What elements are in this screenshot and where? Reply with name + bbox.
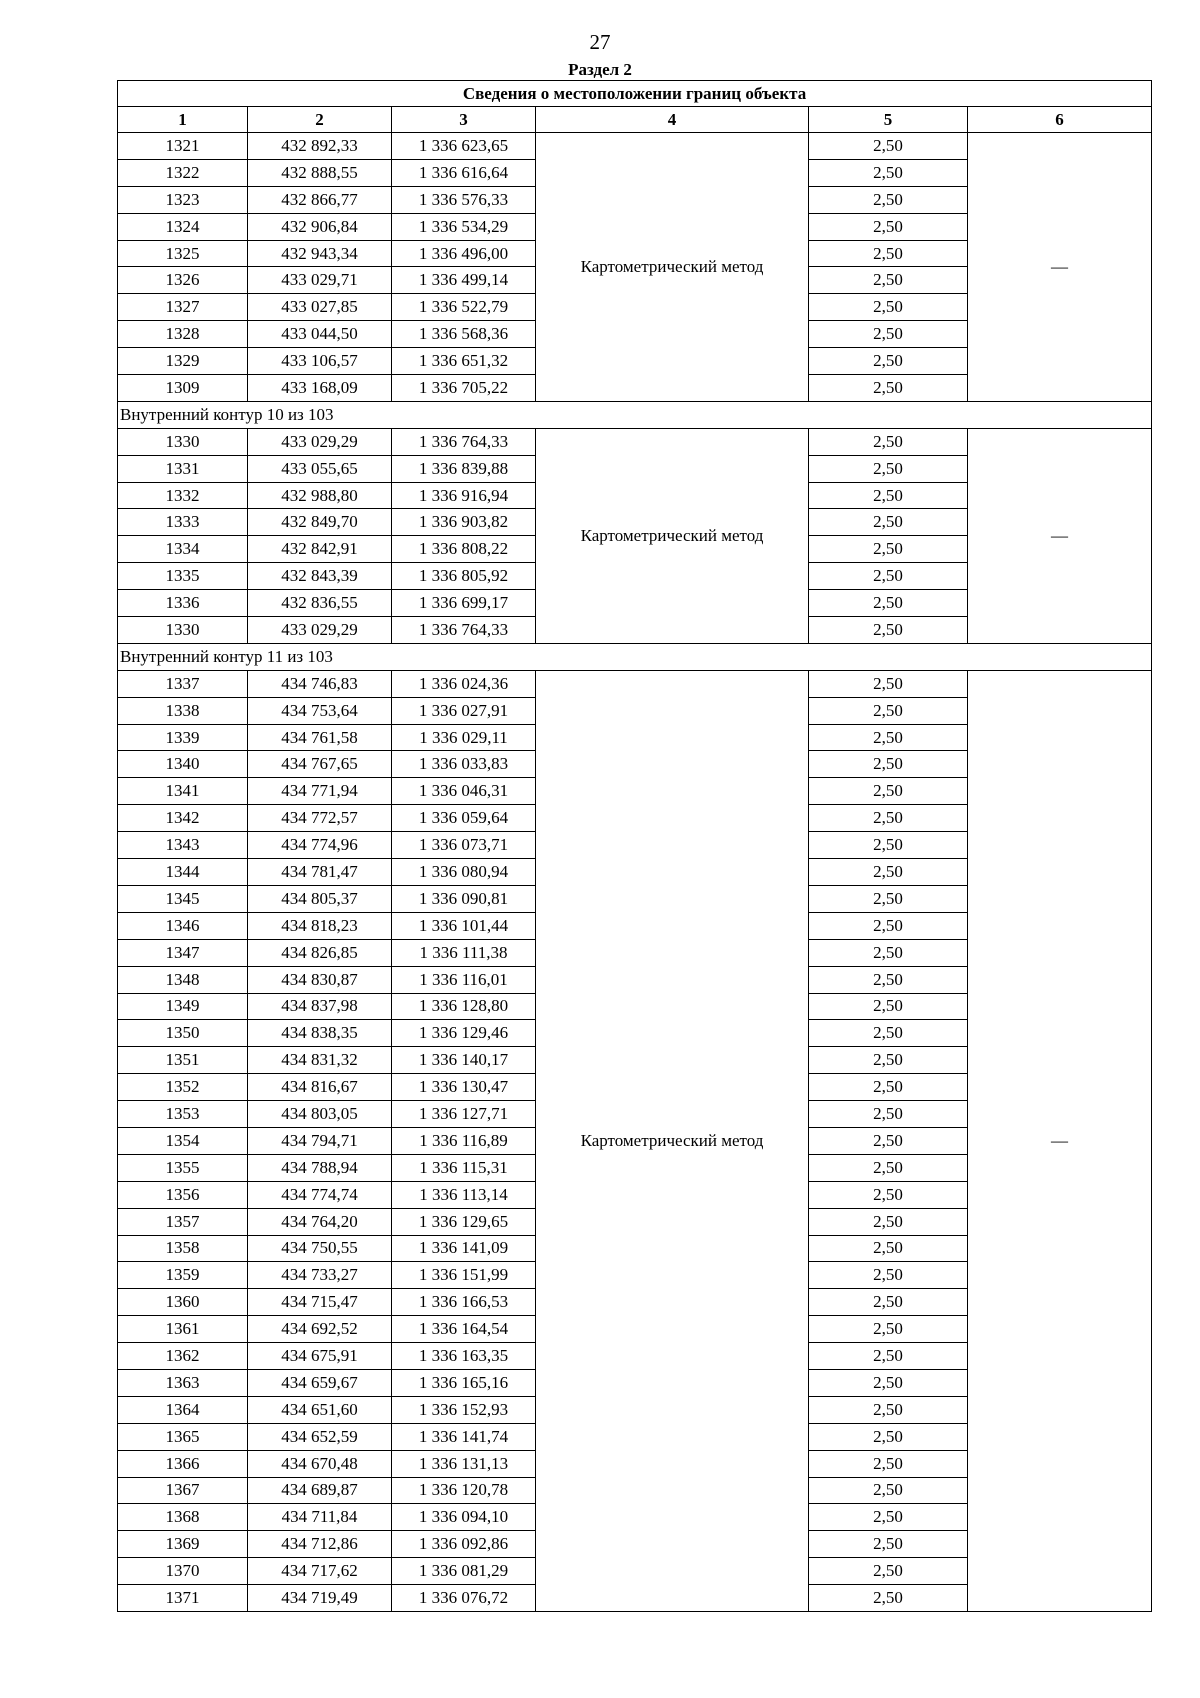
point-number-cell: 1332 <box>118 482 248 509</box>
accuracy-cell: 2,50 <box>809 240 968 267</box>
accuracy-cell: 2,50 <box>809 455 968 482</box>
y-coordinate-cell: 1 336 111,38 <box>392 939 536 966</box>
accuracy-cell: 2,50 <box>809 993 968 1020</box>
point-number-cell: 1333 <box>118 509 248 536</box>
x-coordinate-cell: 433 029,29 <box>248 428 392 455</box>
x-coordinate-cell: 433 044,50 <box>248 321 392 348</box>
note-cell: — <box>968 670 1152 1611</box>
point-number-cell: 1341 <box>118 778 248 805</box>
point-number-cell: 1343 <box>118 832 248 859</box>
point-number-cell: 1368 <box>118 1504 248 1531</box>
point-number-cell: 1340 <box>118 751 248 778</box>
y-coordinate-cell: 1 336 113,14 <box>392 1181 536 1208</box>
point-number-cell: 1309 <box>118 375 248 402</box>
x-coordinate-cell: 434 774,74 <box>248 1181 392 1208</box>
x-coordinate-cell: 434 774,96 <box>248 832 392 859</box>
y-coordinate-cell: 1 336 127,71 <box>392 1101 536 1128</box>
x-coordinate-cell: 434 830,87 <box>248 966 392 993</box>
accuracy-cell: 2,50 <box>809 1101 968 1128</box>
note-cell: — <box>968 428 1152 643</box>
table-row <box>118 670 1152 697</box>
point-number-cell: 1367 <box>118 1477 248 1504</box>
y-coordinate-cell: 1 336 764,33 <box>392 617 536 644</box>
y-coordinate-cell: 1 336 094,10 <box>392 1504 536 1531</box>
x-coordinate-cell: 433 055,65 <box>248 455 392 482</box>
x-coordinate-cell: 433 029,71 <box>248 267 392 294</box>
y-coordinate-cell: 1 336 131,13 <box>392 1450 536 1477</box>
point-number-cell: 1355 <box>118 1154 248 1181</box>
y-coordinate-cell: 1 336 152,93 <box>392 1396 536 1423</box>
x-coordinate-cell: 434 719,49 <box>248 1585 392 1612</box>
y-coordinate-cell: 1 336 073,71 <box>392 832 536 859</box>
y-coordinate-cell: 1 336 705,22 <box>392 375 536 402</box>
accuracy-cell: 2,50 <box>809 859 968 886</box>
y-coordinate-cell: 1 336 166,53 <box>392 1289 536 1316</box>
point-number-cell: 1339 <box>118 724 248 751</box>
y-coordinate-cell: 1 336 130,47 <box>392 1074 536 1101</box>
point-number-cell: 1357 <box>118 1208 248 1235</box>
accuracy-cell: 2,50 <box>809 428 968 455</box>
y-coordinate-cell: 1 336 534,29 <box>392 213 536 240</box>
accuracy-cell: 2,50 <box>809 617 968 644</box>
accuracy-cell: 2,50 <box>809 1396 968 1423</box>
y-coordinate-cell: 1 336 151,99 <box>392 1262 536 1289</box>
point-number-cell: 1323 <box>118 186 248 213</box>
x-coordinate-cell: 433 027,85 <box>248 294 392 321</box>
point-number-cell: 1336 <box>118 590 248 617</box>
point-number-cell: 1328 <box>118 321 248 348</box>
x-coordinate-cell: 432 906,84 <box>248 213 392 240</box>
x-coordinate-cell: 434 794,71 <box>248 1127 392 1154</box>
accuracy-cell: 2,50 <box>809 1020 968 1047</box>
accuracy-cell: 2,50 <box>809 590 968 617</box>
x-coordinate-cell: 434 771,94 <box>248 778 392 805</box>
accuracy-cell: 2,50 <box>809 1208 968 1235</box>
y-coordinate-cell: 1 336 027,91 <box>392 697 536 724</box>
point-number-cell: 1346 <box>118 912 248 939</box>
y-coordinate-cell: 1 336 116,01 <box>392 966 536 993</box>
accuracy-cell: 2,50 <box>809 1154 968 1181</box>
table-row <box>118 133 1152 160</box>
column-number-row <box>118 107 1152 133</box>
x-coordinate-cell: 434 831,32 <box>248 1047 392 1074</box>
accuracy-cell: 2,50 <box>809 348 968 375</box>
y-coordinate-cell: 1 336 522,79 <box>392 294 536 321</box>
y-coordinate-cell: 1 336 140,17 <box>392 1047 536 1074</box>
accuracy-cell: 2,50 <box>809 1074 968 1101</box>
accuracy-cell: 2,50 <box>809 1047 968 1074</box>
x-coordinate-cell: 432 943,34 <box>248 240 392 267</box>
x-coordinate-cell: 434 818,23 <box>248 912 392 939</box>
y-coordinate-cell: 1 336 116,89 <box>392 1127 536 1154</box>
accuracy-cell: 2,50 <box>809 1262 968 1289</box>
accuracy-cell: 2,50 <box>809 1423 968 1450</box>
x-coordinate-cell: 434 746,83 <box>248 670 392 697</box>
point-number-cell: 1354 <box>118 1127 248 1154</box>
accuracy-cell: 2,50 <box>809 321 968 348</box>
accuracy-cell: 2,50 <box>809 482 968 509</box>
column-number: 5 <box>809 107 968 133</box>
point-number-cell: 1334 <box>118 536 248 563</box>
x-coordinate-cell: 434 781,47 <box>248 859 392 886</box>
point-number-cell: 1325 <box>118 240 248 267</box>
y-coordinate-cell: 1 336 033,83 <box>392 751 536 778</box>
column-number: 1 <box>118 107 248 133</box>
y-coordinate-cell: 1 336 699,17 <box>392 590 536 617</box>
y-coordinate-cell: 1 336 164,54 <box>392 1316 536 1343</box>
method-cell: Картометрический метод <box>536 428 809 643</box>
point-number-cell: 1338 <box>118 697 248 724</box>
x-coordinate-cell: 434 764,20 <box>248 1208 392 1235</box>
y-coordinate-cell: 1 336 623,65 <box>392 133 536 160</box>
accuracy-cell: 2,50 <box>809 1289 968 1316</box>
y-coordinate-cell: 1 336 076,72 <box>392 1585 536 1612</box>
x-coordinate-cell: 434 733,27 <box>248 1262 392 1289</box>
x-coordinate-cell: 434 689,87 <box>248 1477 392 1504</box>
accuracy-cell: 2,50 <box>809 375 968 402</box>
column-number: 3 <box>392 107 536 133</box>
point-number-cell: 1361 <box>118 1316 248 1343</box>
point-number-cell: 1353 <box>118 1101 248 1128</box>
y-coordinate-cell: 1 336 092,86 <box>392 1531 536 1558</box>
point-number-cell: 1322 <box>118 159 248 186</box>
point-number-cell: 1366 <box>118 1450 248 1477</box>
contour-label: Внутренний контур 11 из 103 <box>118 643 1152 670</box>
accuracy-cell: 2,50 <box>809 1450 968 1477</box>
y-coordinate-cell: 1 336 120,78 <box>392 1477 536 1504</box>
x-coordinate-cell: 434 816,67 <box>248 1074 392 1101</box>
x-coordinate-cell: 434 692,52 <box>248 1316 392 1343</box>
y-coordinate-cell: 1 336 024,36 <box>392 670 536 697</box>
y-coordinate-cell: 1 336 129,46 <box>392 1020 536 1047</box>
x-coordinate-cell: 434 711,84 <box>248 1504 392 1531</box>
accuracy-cell: 2,50 <box>809 751 968 778</box>
y-coordinate-cell: 1 336 764,33 <box>392 428 536 455</box>
x-coordinate-cell: 434 767,65 <box>248 751 392 778</box>
x-coordinate-cell: 434 838,35 <box>248 1020 392 1047</box>
y-coordinate-cell: 1 336 080,94 <box>392 859 536 886</box>
page-number: 27 <box>589 30 611 54</box>
accuracy-cell: 2,50 <box>809 133 968 160</box>
x-coordinate-cell: 432 892,33 <box>248 133 392 160</box>
accuracy-cell: 2,50 <box>809 778 968 805</box>
accuracy-cell: 2,50 <box>809 832 968 859</box>
y-coordinate-cell: 1 336 101,44 <box>392 912 536 939</box>
table-row <box>118 428 1152 455</box>
y-coordinate-cell: 1 336 496,00 <box>392 240 536 267</box>
point-number-cell: 1347 <box>118 939 248 966</box>
accuracy-cell: 2,50 <box>809 805 968 832</box>
section-title: Раздел 2 <box>568 60 632 79</box>
x-coordinate-cell: 434 715,47 <box>248 1289 392 1316</box>
y-coordinate-cell: 1 336 651,32 <box>392 348 536 375</box>
contour-row <box>118 643 1152 670</box>
y-coordinate-cell: 1 336 090,81 <box>392 885 536 912</box>
y-coordinate-cell: 1 336 903,82 <box>392 509 536 536</box>
x-coordinate-cell: 432 888,55 <box>248 159 392 186</box>
x-coordinate-cell: 434 826,85 <box>248 939 392 966</box>
accuracy-cell: 2,50 <box>809 563 968 590</box>
accuracy-cell: 2,50 <box>809 1235 968 1262</box>
x-coordinate-cell: 432 843,39 <box>248 563 392 590</box>
point-number-cell: 1335 <box>118 563 248 590</box>
y-coordinate-cell: 1 336 081,29 <box>392 1558 536 1585</box>
x-coordinate-cell: 432 842,91 <box>248 536 392 563</box>
accuracy-cell: 2,50 <box>809 724 968 751</box>
point-number-cell: 1321 <box>118 133 248 160</box>
point-number-cell: 1359 <box>118 1262 248 1289</box>
point-number-cell: 1358 <box>118 1235 248 1262</box>
accuracy-cell: 2,50 <box>809 1181 968 1208</box>
x-coordinate-cell: 434 788,94 <box>248 1154 392 1181</box>
table-caption-row <box>118 81 1152 107</box>
y-coordinate-cell: 1 336 141,74 <box>392 1423 536 1450</box>
x-coordinate-cell: 434 805,37 <box>248 885 392 912</box>
y-coordinate-cell: 1 336 805,92 <box>392 563 536 590</box>
accuracy-cell: 2,50 <box>809 294 968 321</box>
x-coordinate-cell: 434 670,48 <box>248 1450 392 1477</box>
x-coordinate-cell: 434 837,98 <box>248 993 392 1020</box>
contour-row <box>118 401 1152 428</box>
x-coordinate-cell: 434 753,64 <box>248 697 392 724</box>
accuracy-cell: 2,50 <box>809 912 968 939</box>
y-coordinate-cell: 1 336 128,80 <box>392 993 536 1020</box>
x-coordinate-cell: 434 675,91 <box>248 1343 392 1370</box>
x-coordinate-cell: 434 750,55 <box>248 1235 392 1262</box>
point-number-cell: 1344 <box>118 859 248 886</box>
column-number: 2 <box>248 107 392 133</box>
x-coordinate-cell: 434 651,60 <box>248 1396 392 1423</box>
x-coordinate-cell: 433 029,29 <box>248 617 392 644</box>
note-cell: — <box>968 133 1152 402</box>
x-coordinate-cell: 434 652,59 <box>248 1423 392 1450</box>
accuracy-cell: 2,50 <box>809 159 968 186</box>
accuracy-cell: 2,50 <box>809 1316 968 1343</box>
accuracy-cell: 2,50 <box>809 186 968 213</box>
y-coordinate-cell: 1 336 141,09 <box>392 1235 536 1262</box>
point-number-cell: 1324 <box>118 213 248 240</box>
x-coordinate-cell: 434 803,05 <box>248 1101 392 1128</box>
point-number-cell: 1326 <box>118 267 248 294</box>
table-body <box>118 133 1152 1612</box>
x-coordinate-cell: 432 866,77 <box>248 186 392 213</box>
x-coordinate-cell: 434 761,58 <box>248 724 392 751</box>
x-coordinate-cell: 434 717,62 <box>248 1558 392 1585</box>
y-coordinate-cell: 1 336 808,22 <box>392 536 536 563</box>
accuracy-cell: 2,50 <box>809 966 968 993</box>
accuracy-cell: 2,50 <box>809 536 968 563</box>
point-number-cell: 1327 <box>118 294 248 321</box>
accuracy-cell: 2,50 <box>809 1531 968 1558</box>
accuracy-cell: 2,50 <box>809 1504 968 1531</box>
point-number-cell: 1370 <box>118 1558 248 1585</box>
point-number-cell: 1356 <box>118 1181 248 1208</box>
accuracy-cell: 2,50 <box>809 670 968 697</box>
accuracy-cell: 2,50 <box>809 1127 968 1154</box>
accuracy-cell: 2,50 <box>809 213 968 240</box>
accuracy-cell: 2,50 <box>809 509 968 536</box>
y-coordinate-cell: 1 336 129,65 <box>392 1208 536 1235</box>
x-coordinate-cell: 433 168,09 <box>248 375 392 402</box>
y-coordinate-cell: 1 336 046,31 <box>392 778 536 805</box>
y-coordinate-cell: 1 336 616,64 <box>392 159 536 186</box>
accuracy-cell: 2,50 <box>809 697 968 724</box>
y-coordinate-cell: 1 336 029,11 <box>392 724 536 751</box>
contour-label: Внутренний контур 10 из 103 <box>118 401 1152 428</box>
point-number-cell: 1330 <box>118 617 248 644</box>
x-coordinate-cell: 434 772,57 <box>248 805 392 832</box>
x-coordinate-cell: 432 849,70 <box>248 509 392 536</box>
y-coordinate-cell: 1 336 115,31 <box>392 1154 536 1181</box>
y-coordinate-cell: 1 336 163,35 <box>392 1343 536 1370</box>
y-coordinate-cell: 1 336 568,36 <box>392 321 536 348</box>
point-number-cell: 1363 <box>118 1369 248 1396</box>
x-coordinate-cell: 434 659,67 <box>248 1369 392 1396</box>
point-number-cell: 1364 <box>118 1396 248 1423</box>
point-number-cell: 1365 <box>118 1423 248 1450</box>
y-coordinate-cell: 1 336 165,16 <box>392 1369 536 1396</box>
accuracy-cell: 2,50 <box>809 1477 968 1504</box>
point-number-cell: 1330 <box>118 428 248 455</box>
point-number-cell: 1351 <box>118 1047 248 1074</box>
point-number-cell: 1362 <box>118 1343 248 1370</box>
y-coordinate-cell: 1 336 576,33 <box>392 186 536 213</box>
accuracy-cell: 2,50 <box>809 1369 968 1396</box>
accuracy-cell: 2,50 <box>809 1585 968 1612</box>
y-coordinate-cell: 1 336 499,14 <box>392 267 536 294</box>
column-number: 4 <box>536 107 809 133</box>
point-number-cell: 1348 <box>118 966 248 993</box>
table-caption: Сведения о местоположении границ объекта <box>118 81 1152 107</box>
point-number-cell: 1352 <box>118 1074 248 1101</box>
point-number-cell: 1360 <box>118 1289 248 1316</box>
y-coordinate-cell: 1 336 839,88 <box>392 455 536 482</box>
point-number-cell: 1369 <box>118 1531 248 1558</box>
point-number-cell: 1350 <box>118 1020 248 1047</box>
accuracy-cell: 2,50 <box>809 1558 968 1585</box>
method-cell: Картометрический метод <box>536 670 809 1611</box>
accuracy-cell: 2,50 <box>809 885 968 912</box>
coordinates-table <box>117 80 1152 1612</box>
x-coordinate-cell: 433 106,57 <box>248 348 392 375</box>
column-number: 6 <box>968 107 1152 133</box>
accuracy-cell: 2,50 <box>809 939 968 966</box>
point-number-cell: 1331 <box>118 455 248 482</box>
y-coordinate-cell: 1 336 059,64 <box>392 805 536 832</box>
point-number-cell: 1342 <box>118 805 248 832</box>
point-number-cell: 1349 <box>118 993 248 1020</box>
x-coordinate-cell: 432 988,80 <box>248 482 392 509</box>
method-cell: Картометрический метод <box>536 133 809 402</box>
x-coordinate-cell: 432 836,55 <box>248 590 392 617</box>
point-number-cell: 1329 <box>118 348 248 375</box>
x-coordinate-cell: 434 712,86 <box>248 1531 392 1558</box>
accuracy-cell: 2,50 <box>809 267 968 294</box>
accuracy-cell: 2,50 <box>809 1343 968 1370</box>
point-number-cell: 1371 <box>118 1585 248 1612</box>
point-number-cell: 1337 <box>118 670 248 697</box>
point-number-cell: 1345 <box>118 885 248 912</box>
y-coordinate-cell: 1 336 916,94 <box>392 482 536 509</box>
